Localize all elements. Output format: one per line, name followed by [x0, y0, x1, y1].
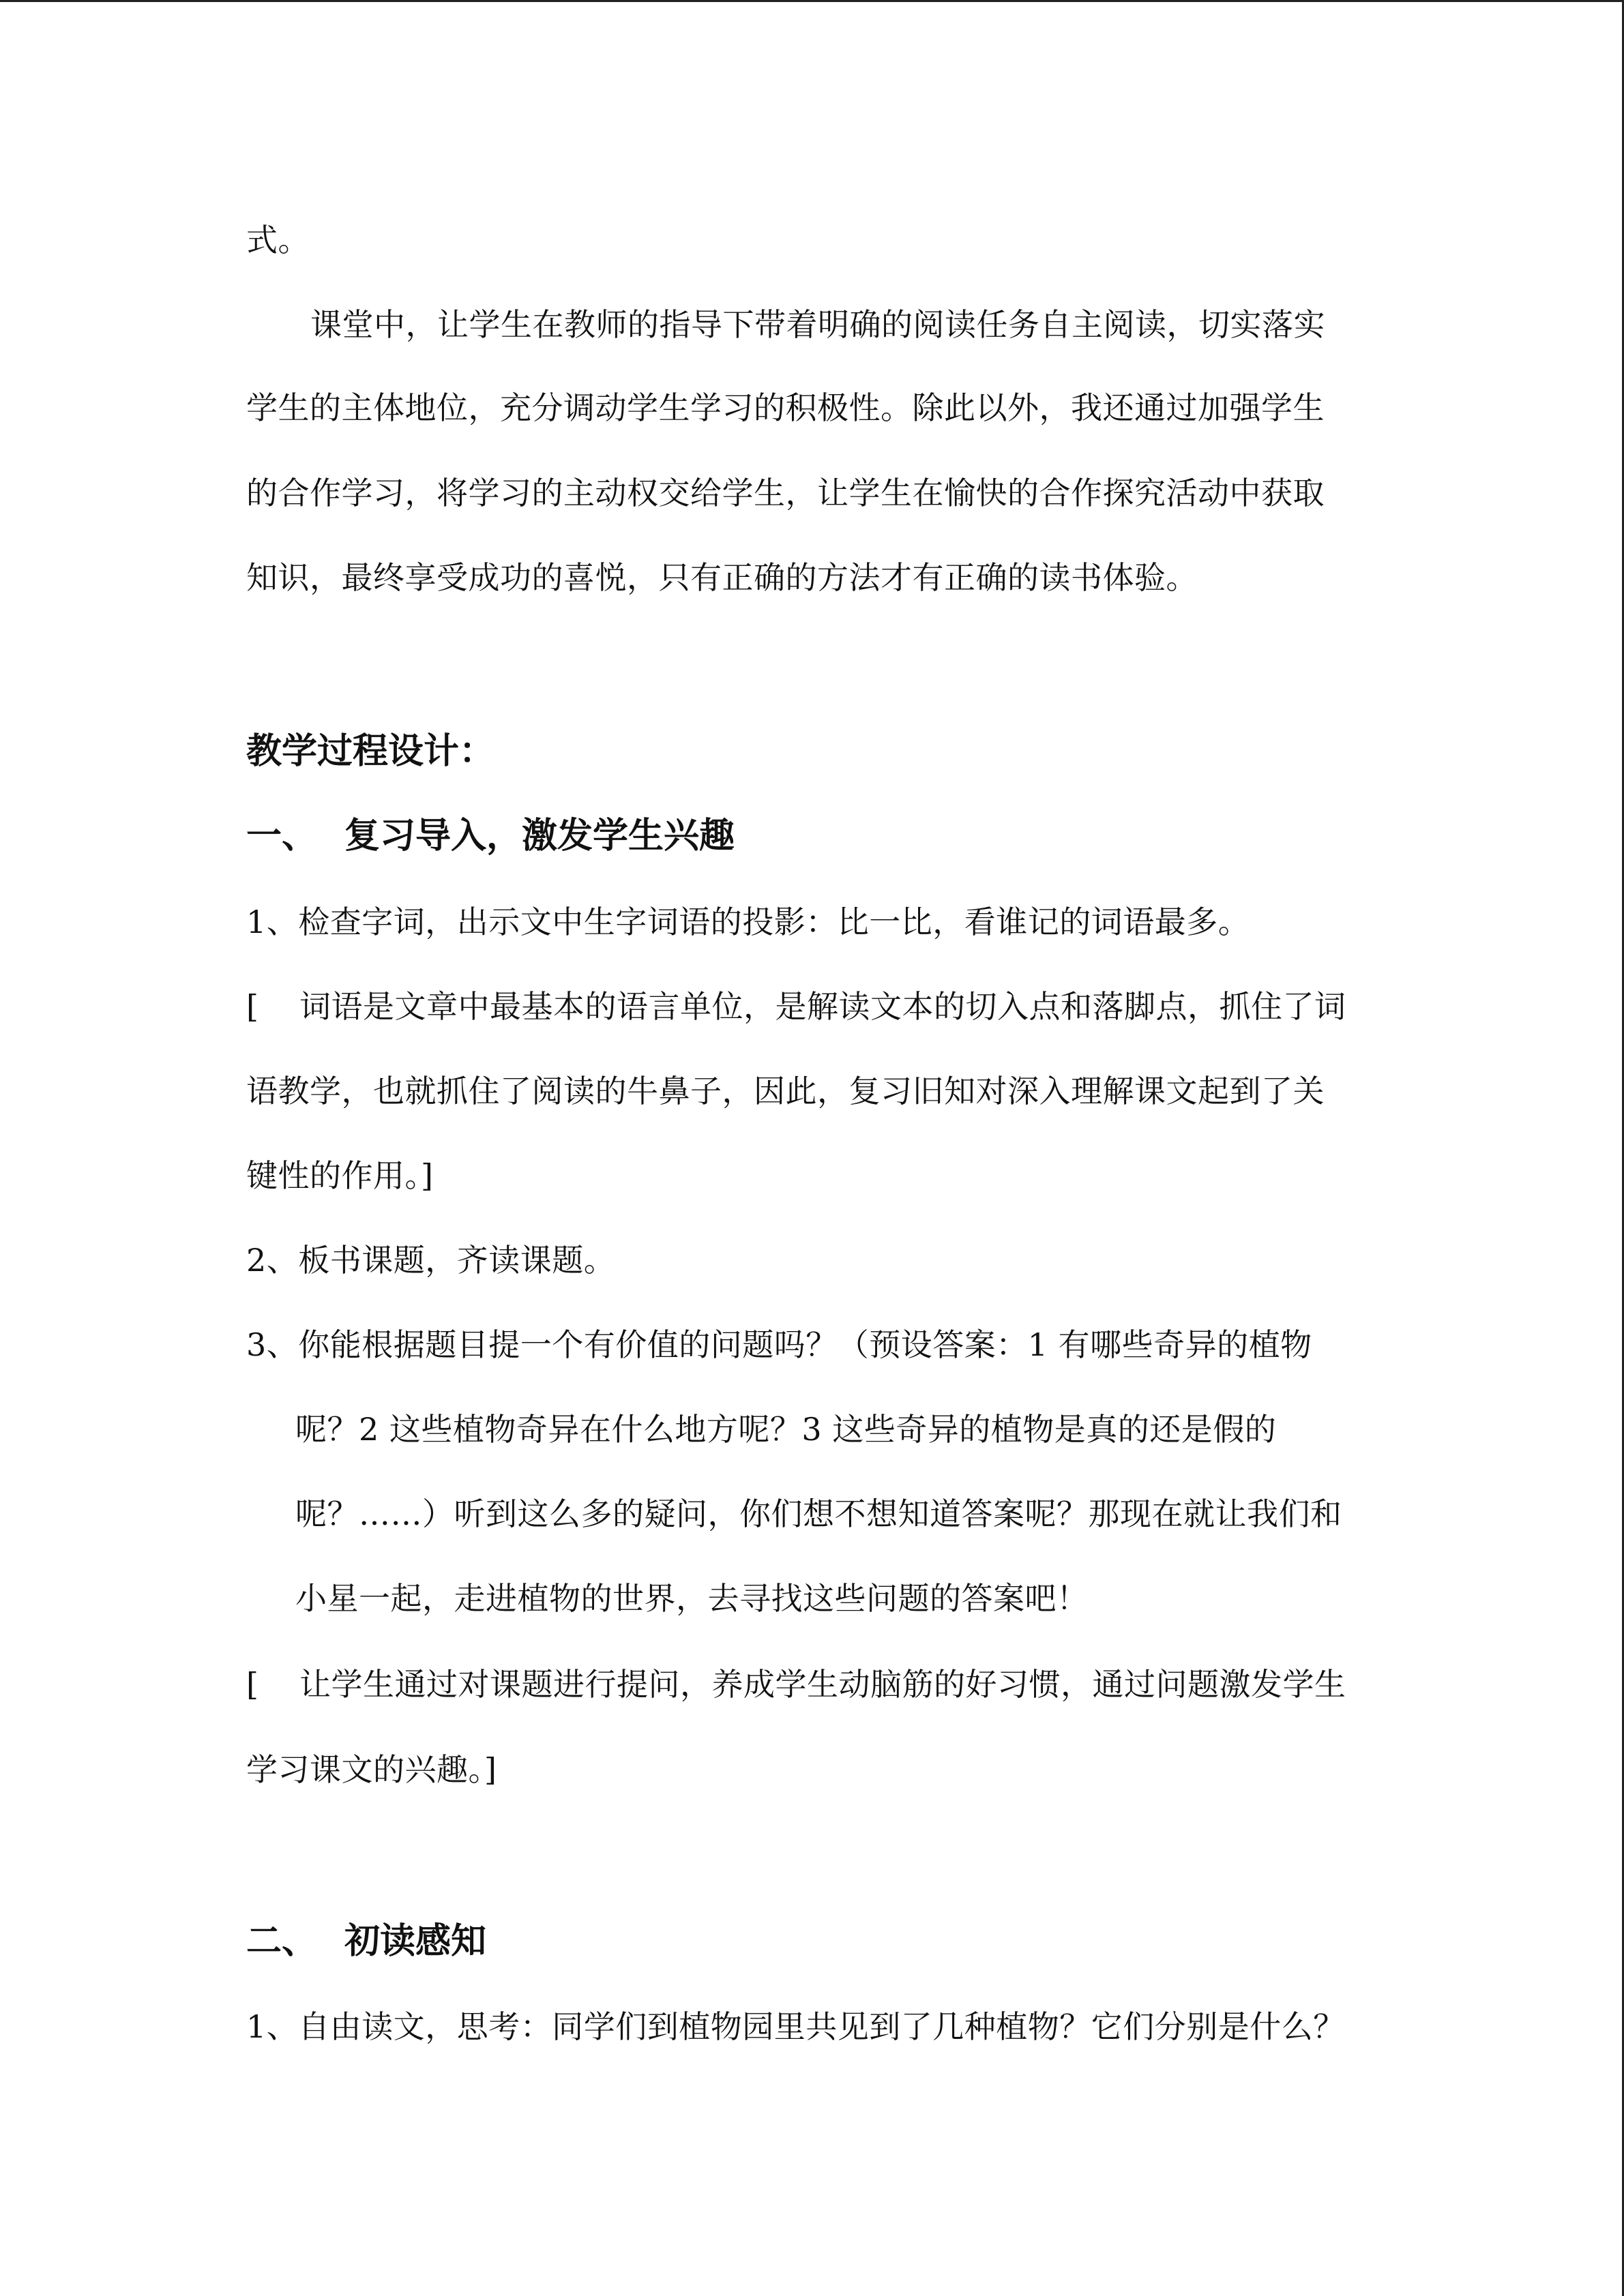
- paragraph-line: 学生的主体地位，充分调动学生学习的积极性。除此以外，我还通过加强学生: [246, 389, 1325, 426]
- list-item-continuation: 呢？……）听到这么多的疑问，你们想不想知道答案呢？那现在就让我们和: [295, 1495, 1342, 1532]
- section-heading-1: [246, 814, 735, 858]
- section-number: 一、: [246, 816, 318, 856]
- list-item: 3、你能根据题目提一个有价值的问题吗？（预设答案：1 有哪些奇异的植物: [246, 1326, 1312, 1363]
- note-text: 让学生通过对课题进行提问，养成学生动脑筋的好习惯，通过问题激发学生: [299, 1666, 1346, 1703]
- note-line: 语教学，也就抓住了阅读的牛鼻子，因此，复习旧知对深入理解课文起到了关: [246, 1073, 1325, 1109]
- paragraph-line: 式。: [246, 222, 310, 258]
- list-item: 1、检查字词，出示文中生字词语的投影：比一比，看谁记的词语最多。: [246, 904, 1250, 940]
- list-item-continuation: 小星一起，走进植物的世界，去寻找这些问题的答案吧！: [295, 1580, 1089, 1617]
- paragraph-line: 的合作学习，将学习的主动权交给学生，让学生在愉快的合作探究活动中获取: [246, 475, 1325, 511]
- note-line: 学习课文的兴趣。]: [246, 1751, 497, 1788]
- note-open-bracket: [: [246, 1666, 259, 1703]
- note-open-bracket: [: [246, 988, 259, 1025]
- list-item: 2、板书课题，齐读课题。: [246, 1242, 616, 1279]
- section-number: 二、: [246, 1921, 318, 1962]
- paragraph-line: 课堂中，让学生在教师的指导下带着明确的阅读任务自主阅读，切实落实: [310, 306, 1325, 343]
- note-line: [246, 1664, 1346, 1705]
- note-line: [246, 986, 1346, 1027]
- section-heading-2: [246, 1920, 486, 1963]
- section-title: 初读感知: [344, 1921, 487, 1962]
- note-line: 键性的作用。]: [246, 1157, 434, 1194]
- process-title: 教学过程设计：: [246, 731, 495, 772]
- list-item-continuation: 呢？2 这些植物奇异在什么地方呢？3 这些奇异的植物是真的还是假的: [295, 1411, 1277, 1448]
- paragraph-line: 知识，最终享受成功的喜悦，只有正确的方法才有正确的读书体验。: [246, 559, 1198, 596]
- list-item: 1、自由读文，思考：同学们到植物园里共见到了几种植物？它们分别是什么？: [246, 2008, 1345, 2045]
- section-title: 复习导入，激发学生兴趣: [344, 816, 735, 856]
- note-text: 词语是文章中最基本的语言单位，是解读文本的切入点和落脚点，抓住了词: [299, 988, 1346, 1025]
